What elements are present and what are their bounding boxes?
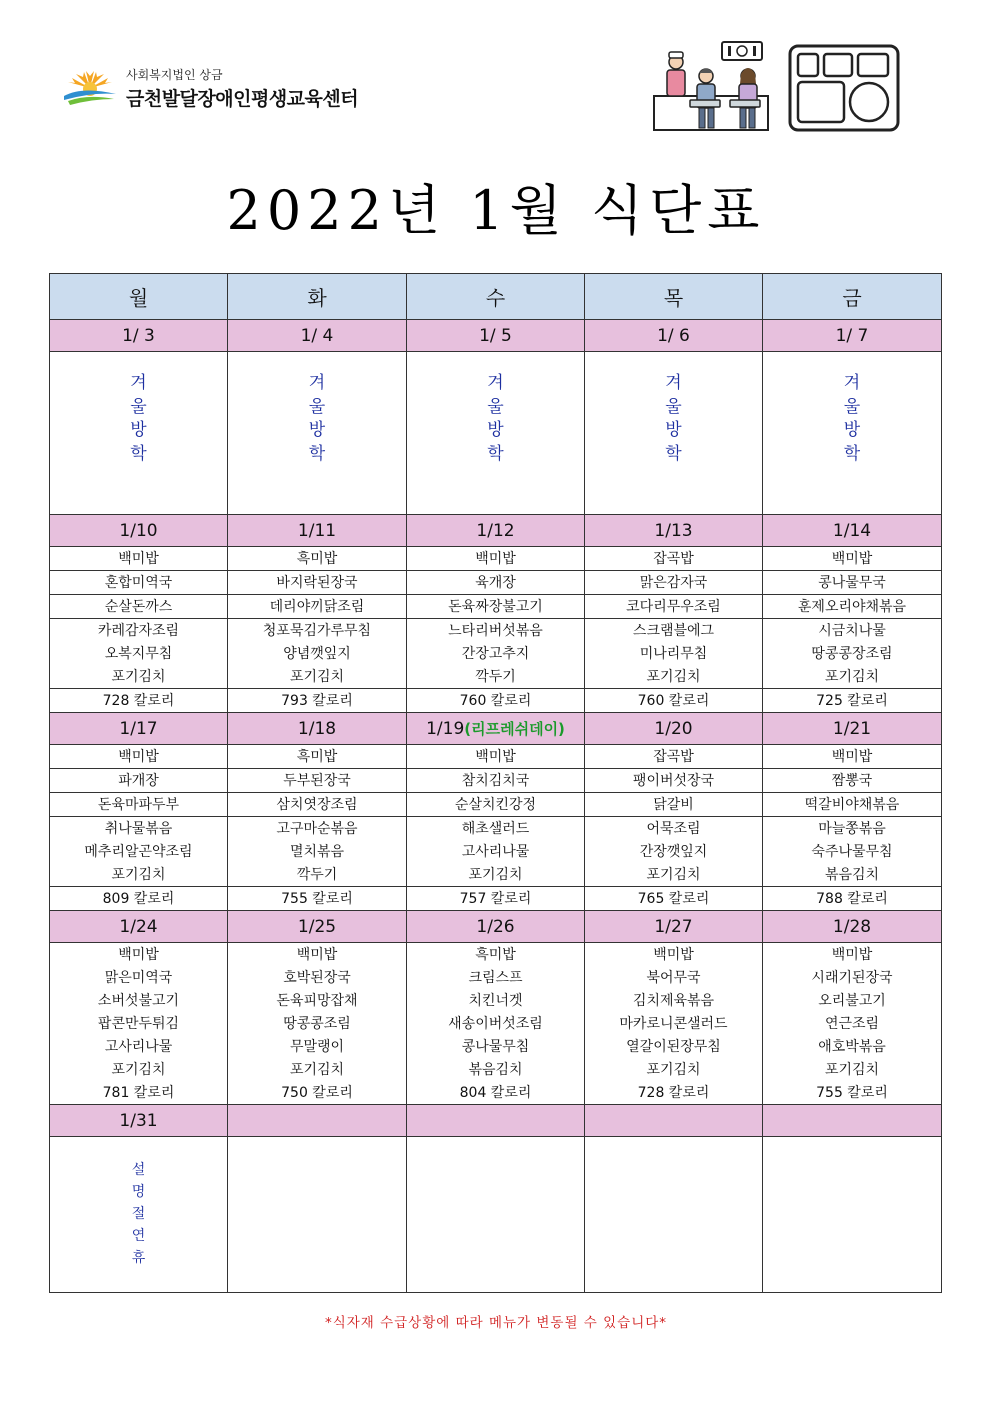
- calorie-cell: 793 칼로리: [228, 689, 407, 713]
- menu-item: 포기김치: [763, 1058, 942, 1081]
- date-label: 1/ 3: [122, 325, 155, 346]
- menu-item-row: [50, 642, 942, 665]
- date-cell: [228, 911, 407, 943]
- weekday-header: 금: [763, 274, 942, 320]
- menu-item: 두부된장국: [228, 769, 407, 793]
- menu-item: 백미밥: [407, 547, 585, 571]
- date-cell: [228, 1105, 407, 1137]
- winter-vacation-text: [407, 352, 584, 466]
- calorie-cell: 781 칼로리: [50, 1081, 228, 1105]
- meal-tray-icon: [788, 44, 900, 132]
- menu-item: 호박된장국: [228, 966, 407, 989]
- menu-item-row: [50, 863, 942, 887]
- menu-item-row: [50, 793, 942, 817]
- org-subtitle: 사회복지법인 상금: [126, 68, 223, 82]
- menu-item: 순살치킨강정: [407, 793, 585, 817]
- menu-item: 바지락된장국: [228, 571, 407, 595]
- winter-vacation-text: [763, 352, 941, 466]
- menu-item: 애호박볶음: [763, 1035, 942, 1058]
- vertical-char: 방: [665, 420, 682, 440]
- day-cell: [50, 1137, 228, 1293]
- menu-item-row: [50, 817, 942, 841]
- menu-item-row: [50, 1012, 942, 1035]
- date-label: 1/14: [832, 520, 872, 541]
- menu-item: 북어무국: [585, 966, 763, 989]
- menu-item-row: [50, 989, 942, 1012]
- date-cell: [407, 320, 585, 352]
- vertical-char: 울: [665, 396, 682, 417]
- calorie-cell: 728 칼로리: [585, 1081, 763, 1105]
- day-cell: [763, 352, 942, 515]
- menu-item: 흑미밥: [407, 943, 585, 967]
- vertical-char: 울: [487, 396, 504, 417]
- date-cell: [228, 515, 407, 547]
- winter-vacation-text: [50, 352, 227, 466]
- vertical-char: 울: [843, 396, 861, 417]
- menu-item: 포기김치: [585, 863, 763, 887]
- date-cell: [407, 911, 585, 943]
- menu-item: 깍두기: [407, 665, 585, 689]
- menu-item: 간장고추지: [407, 642, 585, 665]
- calorie-cell: 755 칼로리: [763, 1081, 942, 1105]
- menu-item: 백미밥: [228, 943, 407, 967]
- menu-item: 무말랭이: [228, 1035, 407, 1058]
- menu-item: 포기김치: [50, 665, 228, 689]
- menu-item: 흑미밥: [228, 745, 407, 769]
- date-row: [50, 320, 942, 352]
- day-cell: [585, 352, 763, 515]
- menu-item-row: [50, 665, 942, 689]
- vertical-char: 방: [487, 420, 504, 440]
- org-name: 금천발달장애인평생교육센터: [126, 88, 359, 110]
- menu-item: 김치제육볶음: [585, 989, 763, 1012]
- vertical-char: 절: [131, 1206, 146, 1222]
- menu-item: 오리불고기: [763, 989, 942, 1012]
- menu-item: 맑은감자국: [585, 571, 763, 595]
- menu-item: 스크램블에그: [585, 619, 763, 643]
- menu-item: 파개장: [50, 769, 228, 793]
- date-label: 1/ 7: [835, 325, 869, 346]
- menu-item: 느타리버섯볶음: [407, 619, 585, 643]
- menu-item: 숙주나물무침: [763, 840, 942, 863]
- vertical-char: 명: [131, 1184, 146, 1200]
- winter-vacation-text: [585, 352, 762, 466]
- date-label: 1/13: [654, 520, 693, 541]
- menu-change-note: *식자재 수급상황에 따라 메뉴가 변동될 수 있습니다*: [324, 1315, 668, 1331]
- menu-item: 고구마순볶음: [228, 817, 407, 841]
- menu-item: 포기김치: [228, 665, 407, 689]
- menu-item: 고사리나물: [407, 840, 585, 863]
- menu-item: 간장깻잎지: [585, 840, 763, 863]
- vertical-char: 학: [130, 443, 147, 464]
- menu-item-row: [50, 769, 942, 793]
- menu-item: 포기김치: [585, 1058, 763, 1081]
- calorie-row: [50, 1081, 942, 1105]
- menu-item: 짬뽕국: [763, 769, 942, 793]
- date-label: 1/28: [832, 916, 872, 937]
- menu-item: 순살돈까스: [50, 595, 228, 619]
- date-cell: [763, 320, 942, 352]
- menu-item-row: [50, 571, 942, 595]
- menu-item: 코다리무우조림: [585, 595, 763, 619]
- menu-item: 멸치볶음: [228, 840, 407, 863]
- vertical-char: 설: [131, 1162, 146, 1178]
- date-label: 1/17: [119, 718, 158, 739]
- day-cell: [228, 1137, 407, 1293]
- date-label: 1/20: [654, 718, 693, 739]
- date-cell: [763, 911, 942, 943]
- menu-item: 잡곡밥: [585, 547, 763, 571]
- date-cell: [50, 911, 228, 943]
- date-cell: [585, 713, 763, 745]
- menu-item: 백미밥: [50, 745, 228, 769]
- date-label: 1/ 6: [657, 325, 690, 346]
- refresh-day-label: (리프레쉬데이): [464, 720, 565, 738]
- menu-item-row: [50, 547, 942, 571]
- vertical-char: 학: [308, 443, 326, 464]
- vertical-char: 울: [308, 396, 326, 417]
- vertical-char: 학: [487, 443, 504, 464]
- menu-item: 콩나물무국: [763, 571, 942, 595]
- menu-item: 볶음김치: [407, 1058, 585, 1081]
- menu-item: 육개장: [407, 571, 585, 595]
- date-cell: [407, 1105, 585, 1137]
- date-cell: [228, 320, 407, 352]
- menu-item: 열갈이된장무침: [585, 1035, 763, 1058]
- menu-item-row: [50, 595, 942, 619]
- date-cell: [50, 515, 228, 547]
- day-cell: [407, 1137, 585, 1293]
- menu-item: 새송이버섯조림: [407, 1012, 585, 1035]
- menu-item: 어묵조림: [585, 817, 763, 841]
- vertical-char: 겨: [130, 373, 147, 393]
- menu-item-row: [50, 1058, 942, 1081]
- date-cell: [763, 515, 942, 547]
- menu-item: 참치김치국: [407, 769, 585, 793]
- date-label: 1/ 4: [300, 325, 334, 346]
- vertical-char: 울: [130, 396, 147, 417]
- menu-item: 치킨너겟: [407, 989, 585, 1012]
- menu-item-row: [50, 840, 942, 863]
- date-row: [50, 713, 942, 745]
- menu-item-row: [50, 943, 942, 967]
- menu-item: 소버섯불고기: [50, 989, 228, 1012]
- calorie-cell: 809 칼로리: [50, 887, 228, 911]
- menu-item: 포기김치: [228, 1058, 407, 1081]
- calorie-row: [50, 887, 942, 911]
- date-cell: [228, 713, 407, 745]
- menu-item-row: [50, 1035, 942, 1058]
- menu-item: 돈육짜장불고기: [407, 595, 585, 619]
- menu-item-row: [50, 619, 942, 643]
- date-label: 1/21: [832, 718, 872, 739]
- menu-item: 땅콩콩장조림: [763, 642, 942, 665]
- menu-item: 콩나물무침: [407, 1035, 585, 1058]
- menu-item: 흑미밥: [228, 547, 407, 571]
- weekday-header: 화: [228, 274, 407, 320]
- menu-item: 백미밥: [763, 943, 942, 967]
- menu-item-row: [50, 966, 942, 989]
- menu-item: 맑은미역국: [50, 966, 228, 989]
- vertical-char: 방: [130, 420, 147, 440]
- date-cell: [585, 320, 763, 352]
- menu-item: 깍두기: [228, 863, 407, 887]
- date-row: [50, 911, 942, 943]
- menu-item: 포기김치: [50, 1058, 228, 1081]
- winter-vacation-text: [228, 352, 406, 466]
- vertical-char: 학: [665, 443, 682, 464]
- menu-item: 양념깻잎지: [228, 642, 407, 665]
- menu-item: 시래기된장국: [763, 966, 942, 989]
- menu-item: 포기김치: [407, 863, 585, 887]
- vertical-char: 겨: [665, 373, 682, 393]
- date-cell: [50, 320, 228, 352]
- day-cell: [585, 1137, 763, 1293]
- calorie-cell: 804 칼로리: [407, 1081, 585, 1105]
- date-cell: [407, 515, 585, 547]
- menu-item: 데리야끼닭조림: [228, 595, 407, 619]
- vertical-char: 휴: [131, 1250, 146, 1266]
- date-row: [50, 1105, 942, 1137]
- menu-item: 연근조림: [763, 1012, 942, 1035]
- menu-item: 청포묵김가루무침: [228, 619, 407, 643]
- date-label: 1/12: [476, 520, 515, 541]
- date-cell: [763, 713, 942, 745]
- menu-item: 잡곡밥: [585, 745, 763, 769]
- vertical-char: 방: [308, 420, 326, 440]
- menu-item: 포기김치: [763, 665, 942, 689]
- menu-item: 카레감자조림: [50, 619, 228, 643]
- vertical-char: 겨: [843, 373, 861, 393]
- menu-item-row: [50, 745, 942, 769]
- menu-item: 백미밥: [407, 745, 585, 769]
- menu-item: 훈제오리야채볶음: [763, 595, 942, 619]
- calorie-cell: 760 칼로리: [585, 689, 763, 713]
- date-cell: [585, 515, 763, 547]
- date-label: 1/31: [119, 1110, 158, 1131]
- vertical-char: 겨: [308, 373, 326, 393]
- calorie-cell: 728 칼로리: [50, 689, 228, 713]
- date-label: 1/26: [476, 916, 515, 937]
- weekday-header: 목: [585, 274, 763, 320]
- menu-item: 팝콘만두튀김: [50, 1012, 228, 1035]
- menu-item: 백미밥: [763, 547, 942, 571]
- day-cell: [228, 352, 407, 515]
- menu-item: 해초샐러드: [407, 817, 585, 841]
- date-cell: [763, 1105, 942, 1137]
- cafeteria-staff-icon: [652, 40, 770, 132]
- menu-item: 고사리나물: [50, 1035, 228, 1058]
- menu-item: 떡갈비야채볶음: [763, 793, 942, 817]
- menu-item: 크림스프: [407, 966, 585, 989]
- day-cell: [763, 1137, 942, 1293]
- date-row: [50, 515, 942, 547]
- weekday-header: 수: [407, 274, 585, 320]
- menu-table: [49, 273, 942, 1293]
- menu-item: 포기김치: [585, 665, 763, 689]
- date-label: 1/27: [654, 916, 693, 937]
- menu-item: 백미밥: [585, 943, 763, 967]
- menu-item: 볶음김치: [763, 863, 942, 887]
- menu-item: 마늘쫑볶음: [763, 817, 942, 841]
- calorie-cell: 788 칼로리: [763, 887, 942, 911]
- menu-item: 마카로니콘샐러드: [585, 1012, 763, 1035]
- date-label: 1/24: [119, 916, 158, 937]
- menu-item: 팽이버섯장국: [585, 769, 763, 793]
- lunar-new-year-text: [50, 1137, 227, 1269]
- menu-item: 땅콩콩조림: [228, 1012, 407, 1035]
- date-label: 1/11: [297, 520, 337, 541]
- menu-item: 메추리알곤약조림: [50, 840, 228, 863]
- vertical-char: 연: [131, 1228, 146, 1244]
- menu-item: 미나리무침: [585, 642, 763, 665]
- calorie-cell: 760 칼로리: [407, 689, 585, 713]
- date-cell: [50, 1105, 228, 1137]
- holiday-row: [50, 1137, 942, 1293]
- date-cell: [50, 713, 228, 745]
- menu-item: 돈육피망잡채: [228, 989, 407, 1012]
- day-cell: [407, 352, 585, 515]
- menu-item: 백미밥: [50, 547, 228, 571]
- menu-item: 닭갈비: [585, 793, 763, 817]
- calorie-cell: 725 칼로리: [763, 689, 942, 713]
- vertical-char: 방: [843, 420, 861, 440]
- date-label: 1/10: [119, 520, 158, 541]
- weekday-header-row: [50, 274, 942, 320]
- vertical-char: 학: [843, 443, 861, 464]
- menu-item: 삼치엿장조림: [228, 793, 407, 817]
- vertical-char: 겨: [487, 373, 504, 393]
- date-label: 1/ 5: [479, 325, 512, 346]
- calorie-cell: 757 칼로리: [407, 887, 585, 911]
- calorie-cell: 755 칼로리: [228, 887, 407, 911]
- menu-item: 취나물볶음: [50, 817, 228, 841]
- menu-item: 백미밥: [50, 943, 228, 967]
- weekday-header: 월: [50, 274, 228, 320]
- menu-item: 포기김치: [50, 863, 228, 887]
- menu-item: 돈육마파두부: [50, 793, 228, 817]
- vacation-row: [50, 352, 942, 515]
- day-cell: [50, 352, 228, 515]
- date-label: 1/18: [297, 718, 337, 739]
- page-title: 2022년 1월 식단표: [226, 179, 766, 242]
- menu-item: 오복지무침: [50, 642, 228, 665]
- menu-item: 시금치나물: [763, 619, 942, 643]
- menu-item: 백미밥: [763, 745, 942, 769]
- calorie-row: [50, 689, 942, 713]
- date-cell: [585, 911, 763, 943]
- date-cell: [585, 1105, 763, 1137]
- calorie-cell: 765 칼로리: [585, 887, 763, 911]
- date-cell: [407, 713, 585, 745]
- date-label: 1/25: [297, 916, 337, 937]
- date-label: 1/19: [426, 719, 465, 739]
- menu-item: 혼합미역국: [50, 571, 228, 595]
- calorie-cell: 750 칼로리: [228, 1081, 407, 1105]
- sun-logo-icon: [62, 68, 118, 108]
